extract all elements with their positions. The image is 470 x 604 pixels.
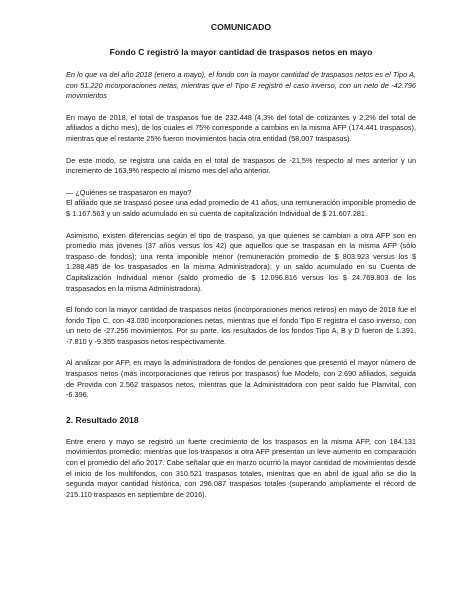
question-heading: — ¿Quiénes se traspasaron en mayo? bbox=[66, 187, 192, 197]
document-subheading: Fondo C registró la mayor cantidad de traspasos netos en mayo bbox=[109, 47, 373, 57]
paragraph-differences: Asimismo, existen diferencias según el tipo de traspaso, ya que quienes se cambian a otra AFP son en promedio más jóvenes (37 años versus los 42) que aquellos que se traspasan en la misma AFP (sólo traspaso de fondos); una renta imponible menor (remuneración promedio de $ 803.923 versus los $ 1.288.485 de los traspasados en la misma Administradora); y un saldo acumulado en su Cuenta de Capitalización Individual menor (saldo promedio de $ 12.096.816 versus los $ 24.769.803 de los traspasados en la misma Administradora). bbox=[66, 230, 416, 293]
section-title: 2. Resultado 2018 bbox=[66, 414, 139, 425]
document-heading: COMUNICADO bbox=[210, 22, 272, 32]
paragraph-funds: El fondo con la mayor cantidad de traspasos netos (incorporaciones menos retiros) en mayo de 2018 fue el fondo Tipo C, con 43.030 incorporaciones netas, mientras que el fondo Tipo E registra el caso inverso, con un neto de -27.256 movimientos. Por su parte, los resultados de los fondos Tipo A, B y D fueron de 1.391, -7.810 y -9.355 traspasos netos respectivamente. bbox=[66, 305, 416, 346]
lead-paragraph: En lo que va del año 2018 (enero a mayo), el fondo con la mayor cantidad de traspasos netos es el Tipo A, con 51.220 incorporaciones netas, mientras que el Tipo E registró el caso inverso, con un neto de -42.796 movimientos bbox=[66, 70, 416, 101]
section-paragraph: Entre enero y mayo se registró un fuerte crecimiento de los traspasos en la misma AFP, con 184.131 movimientos promedio; mientras que los traspasos a otra AFP presentan un leve aumento en comparación con el promedio del año 2017. Cabe señalar que en marzo ocurrió la mayor cantidad de movimientos desde el inicio de los multifondos, con 310.521 traspasos totales, mientras que en abril de igual año se dio la segunda mayor cantidad histórica, con 296.087 traspasos totales (superando ampliamente el récord de 215.110 traspasos en septiembre de 2016). bbox=[66, 436, 416, 499]
paragraph-variation: De este modo, se registra una caída en el total de traspasos de -21,5% respecto al mes anterior y un incremento de 163,9% respecto al mismo mes del año anterior. bbox=[66, 155, 416, 176]
paragraph-totals: En mayo de 2018, el total de traspasos fue de 232.448 (4,3% del total de cotizantes y 2,2% del total de afiliados a dicho mes), de los cuales el 75% corresponde a cambios en la misma AFP (174.441 traspasos), mientras que el restante 25% fueron movimientos hacia otra entidad (58.007 traspasos). bbox=[66, 112, 416, 143]
question-answer: El afiliado que se traspasó posee una edad promedio de 41 años, una remuneración imponible promedio de $ 1.167.563 y un saldo acumulado en su cuenta de capitalización Individual de $ 21.607.281. bbox=[66, 198, 416, 218]
paragraph-afp: Al analizar por AFP, en mayo la administradora de fondos de pensiones que presentó el mayor número de traspasos netos (más incorporaciones que retiros por traspasos) fue Modelo, con 2.690 afiliados, seguida de Provida con 2.562 traspasos netos, mientras que la Administradora con peor saldo fue Planvital, con -6.396. bbox=[66, 358, 416, 400]
